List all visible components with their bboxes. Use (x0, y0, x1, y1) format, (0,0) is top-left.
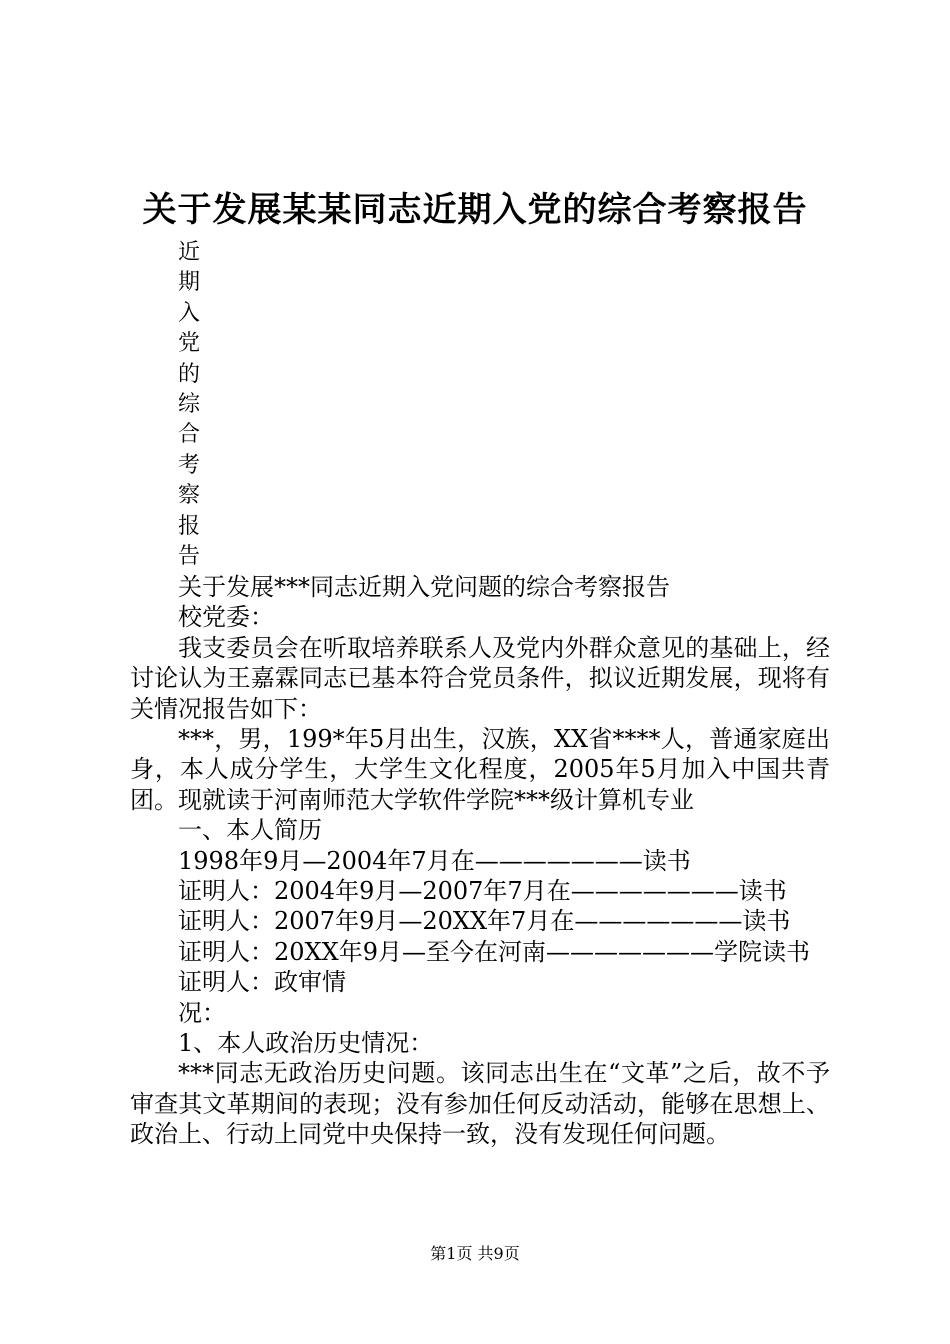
resume-line: 1998年9月—2004年7月在———————读书 (178, 846, 691, 875)
vertical-title-char: 合 (178, 422, 201, 448)
resume-line: 证明人：2007年9月—20XX年7月在———————读书 (178, 907, 791, 936)
vertical-title-char: 期 (178, 270, 201, 296)
paragraph-intro: 我支委员会在听取培养联系人及党内外群众意见的基础上，经讨论认为王嘉霖同志已基本符合党员条件，拟议近期发展，现将有关情况报告如下： (130, 633, 830, 723)
vertical-title-char: 近 (178, 240, 201, 265)
vertical-title-char: 察 (178, 483, 201, 509)
document-body (130, 572, 830, 1150)
resume-line: 证明人：2004年9月—2007年7月在———————读书 (178, 877, 787, 905)
resume-line: 况： (178, 998, 226, 1027)
paragraph-political: ***同志无政治历史问题。该同志出生在“文革”之后，故不予审查其文革期间的表现；没有参加任何反动活动，能够在思想上、政治上、行动上同党中央保持一致，没有发现任何问题。 (130, 1059, 830, 1149)
vertical-title-char: 综 (178, 391, 201, 417)
salutation: 校党委： (178, 603, 274, 632)
vertical-title-char: 告 (178, 543, 201, 569)
vertical-title-char: 的 (178, 361, 201, 387)
vertical-title-char: 考 (178, 452, 201, 478)
paragraph-profile: ***，男，199*年5月出生，汉族，XX省****人，普通家庭出身，本人成分学生，大学生文化程度，2005年5月加入中国共青团。现就读于河南师范大学软件学院***级计算机专业 (130, 725, 830, 814)
vertical-title (178, 238, 218, 572)
section-heading-political: 1、本人政治历史情况： (178, 1028, 434, 1057)
resume-line: 证明人：政审情 (178, 968, 346, 997)
document-title: 关于发展某某同志近期入党的综合考察报告 (142, 190, 808, 230)
resume-line: 证明人：20XX年9月—至今在河南———————学院读书 (178, 937, 810, 966)
section-heading-resume: 一、本人简历 (178, 816, 322, 845)
vertical-title-char: 党 (178, 331, 201, 357)
vertical-title-char: 报 (178, 513, 201, 539)
page-footer: 第1页 共9页 (430, 1244, 520, 1263)
report-subtitle: 关于发展***同志近期入党问题的综合考察报告 (178, 573, 670, 601)
vertical-title-char: 入 (178, 300, 201, 326)
